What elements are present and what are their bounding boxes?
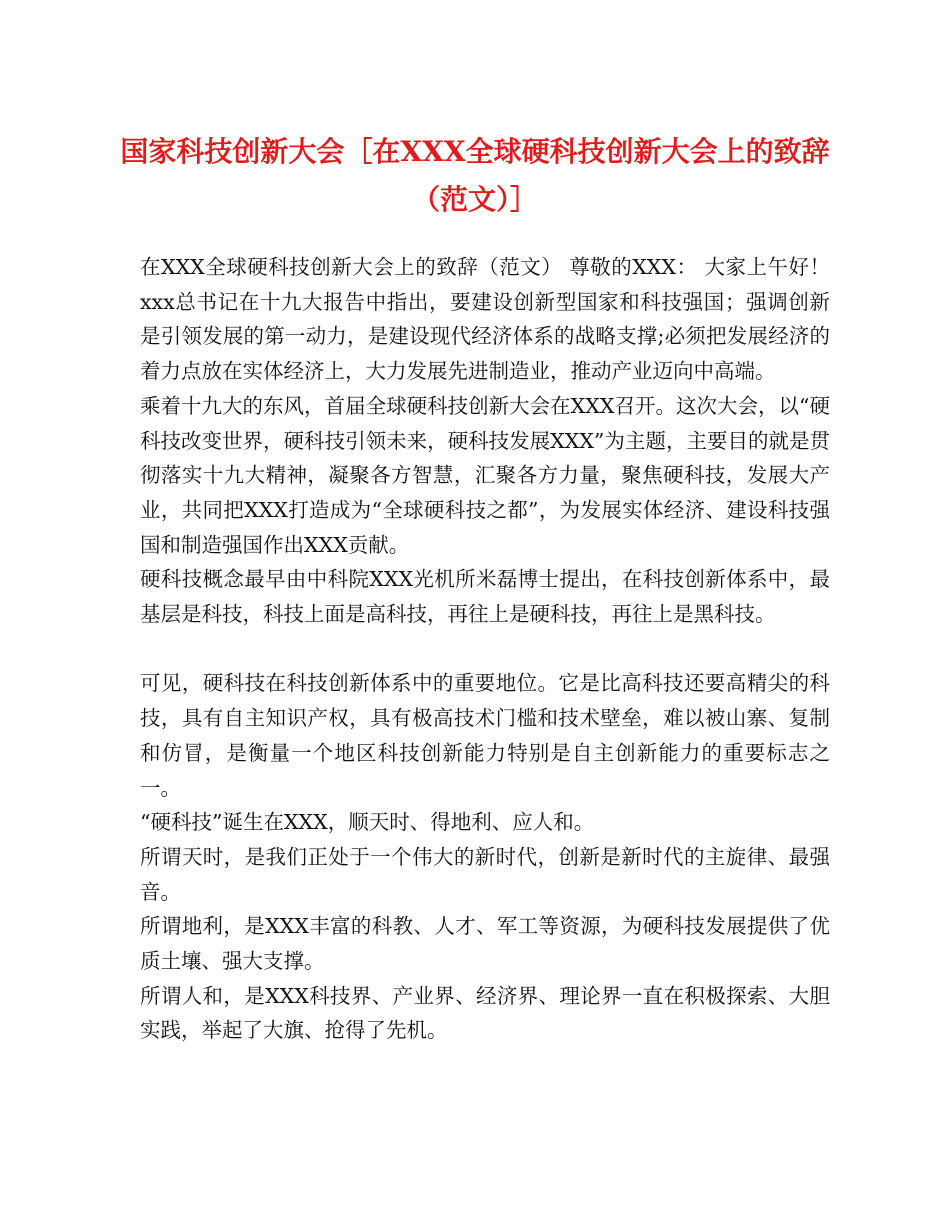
paragraph: 在XXX全球硬科技创新大会上的致辞（范文） 尊敬的XXX： 大家上午好！xxx总书记在十九大报告中指出，要建设创新型国家和科技强国；强调创新是引领发展的第一动力，是建设现代经济体系的战略支撑;必须把发展经济的着力点放在实体经济上，大力发展先进制造业，推动产业迈向中高端。 [140, 255, 830, 384]
document-body [140, 250, 830, 1048]
paragraph: 可见，硬科技在科技创新体系中的重要地位。它是比高科技还要高精尖的科技，具有自主知识产权，具有极高技术门槛和技术壁垒，难以被山寨、复制和仿冒，是衡量一个地区科技创新能力特别是自主创新能力的重要标志之一。 [140, 671, 830, 800]
paragraph: 所谓人和，是XXX科技界、产业界、经济界、理论界一直在积极探索、大胆实践，举起了大旗、抢得了先机。 [140, 983, 830, 1043]
paragraph: 所谓地利，是XXX丰富的科教、人才、军工等资源，为硬科技发展提供了优质土壤、强大支撑。 [140, 914, 830, 974]
paragraph: 所谓天时，是我们正处于一个伟大的新时代，创新是新时代的主旋律、最强音。 [140, 844, 830, 904]
paragraph: “硬科技”诞生在XXX，顺天时、得地利、应人和。 [140, 810, 595, 835]
paragraph: 乘着十九大的东风，首届全球硬科技创新大会在XXX召开。这次大会，以“硬科技改变世界，硬科技引领未来，硬科技发展XXX”为主题，主要目的就是贯彻落实十九大精神，凝聚各方智慧，汇聚各方力量，聚焦硬科技，发展大产业，共同把XXX打造成为“全球硬科技之都”，为发展实体经济、建设科技强国和制造强国作出XXX贡献。 [140, 393, 830, 557]
document-title: 国家科技创新大会［在XXX全球硬科技创新大会上的致辞（范文）］ [120, 135, 830, 216]
paragraph: 硬科技概念最早由中科院XXX光机所米磊博士提出，在科技创新体系中，最基层是科技，科技上面是高科技，再往上是硬科技，再往上是黑科技。 [140, 567, 830, 627]
